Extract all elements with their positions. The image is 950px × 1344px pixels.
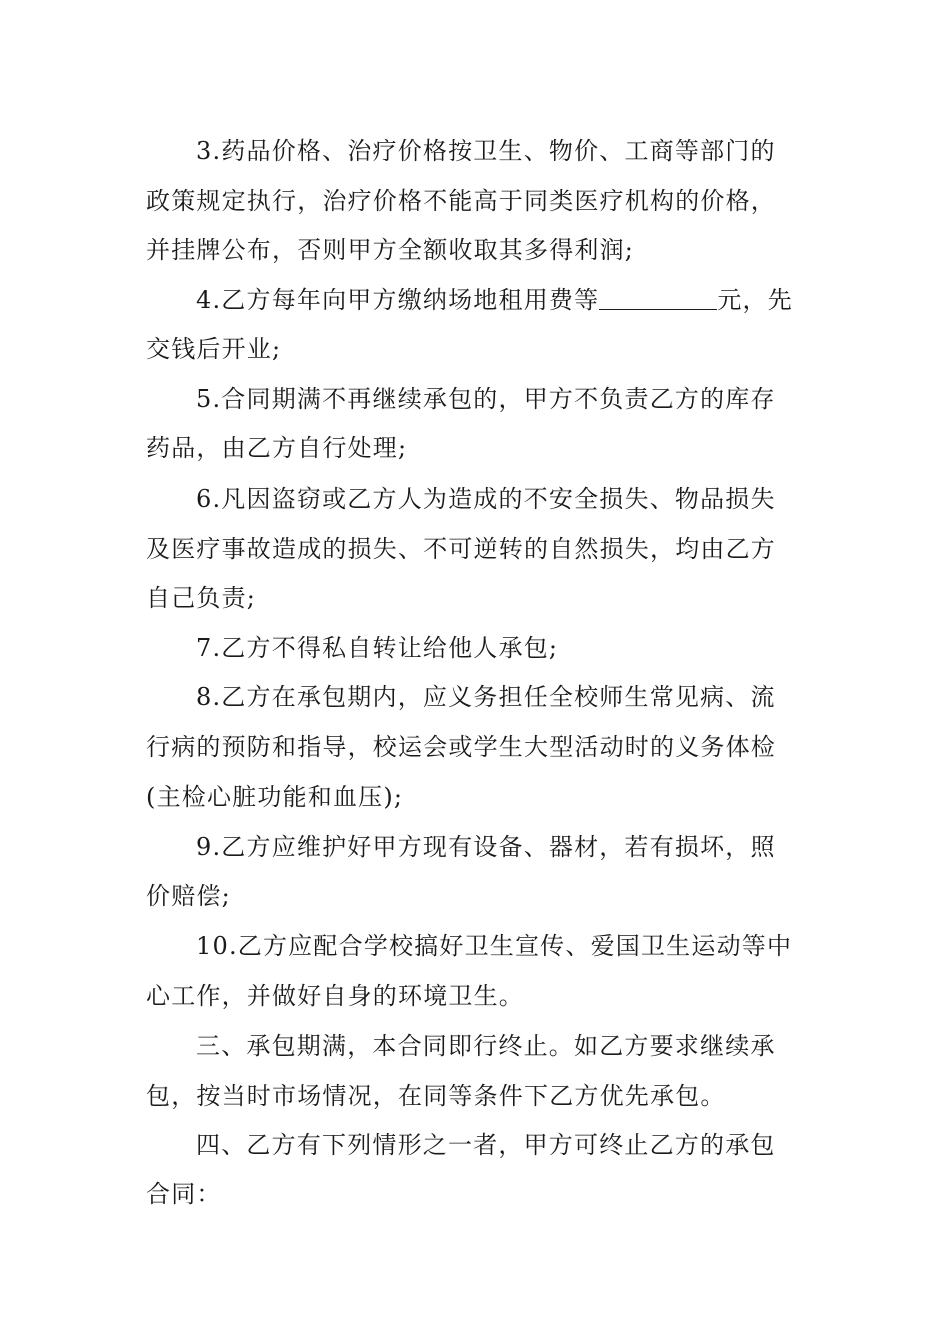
- paragraph-9-line-1: 9.乙方应维护好甲方现有设备、器材，若有损坏，照: [196, 833, 776, 861]
- paragraph-4-text-before-blank: 4.乙方每年向甲方缴纳场地租用费等: [196, 286, 600, 314]
- paragraph-4-line-1: [196, 282, 876, 318]
- paragraph-10-line-2: 心工作，并做好自身的环境卫生。: [146, 982, 524, 1010]
- section-4-line-2: 合同：: [146, 1180, 222, 1208]
- paragraph-10-line-1: 10.乙方应配合学校搞好卫生宣传、爱国卫生运动等中: [196, 932, 793, 960]
- paragraph-6-line-3: 自己负责;: [146, 584, 257, 612]
- paragraph-6-line-1: 6.凡因盗窃或乙方人为造成的不安全损失、物品损失: [196, 485, 776, 513]
- section-4-line-1: 四、乙方有下列情形之一者，甲方可终止乙方的承包: [196, 1131, 776, 1159]
- paragraph-4-line-2: 交钱后开业;: [146, 335, 282, 363]
- fee-amount-blank: [599, 285, 717, 310]
- section-3-line-2: 包，按当时市场情况，在同等条件下乙方优先承包。: [146, 1082, 726, 1110]
- paragraph-8-line-2: 行病的预防和指导，校运会或学生大型活动时的义务体检: [146, 733, 776, 761]
- paragraph-6-line-2: 及医疗事故造成的损失、不可逆转的自然损失，均由乙方: [146, 535, 776, 563]
- paragraph-9-line-2: 价赔偿;: [146, 882, 231, 910]
- paragraph-3-line-2: 政策规定执行，治疗价格不能高于同类医疗机构的价格，: [146, 187, 776, 215]
- paragraph-3-line-1: 3.药品价格、治疗价格按卫生、物价、工商等部门的: [196, 137, 776, 165]
- paragraph-8-line-1: 8.乙方在承包期内，应义务担任全校师生常见病、流: [196, 683, 776, 711]
- paragraph-4-text-after-blank: 元，先: [717, 286, 793, 314]
- section-3-line-1: 三、承包期满，本合同即行终止。如乙方要求继续承: [196, 1032, 776, 1060]
- paragraph-5-line-1: 5.合同期满不再继续承包的，甲方不负责乙方的库存: [196, 385, 776, 413]
- paragraph-3-line-3: 并挂牌公布，否则甲方全额收取其多得利润;: [146, 236, 635, 264]
- paragraph-8-line-3: (主检心脏功能和血压);: [146, 783, 404, 811]
- paragraph-5-line-2: 药品，由乙方自行处理;: [146, 434, 408, 462]
- paragraph-7-line-1: 7.乙方不得私自转让给他人承包;: [196, 634, 559, 662]
